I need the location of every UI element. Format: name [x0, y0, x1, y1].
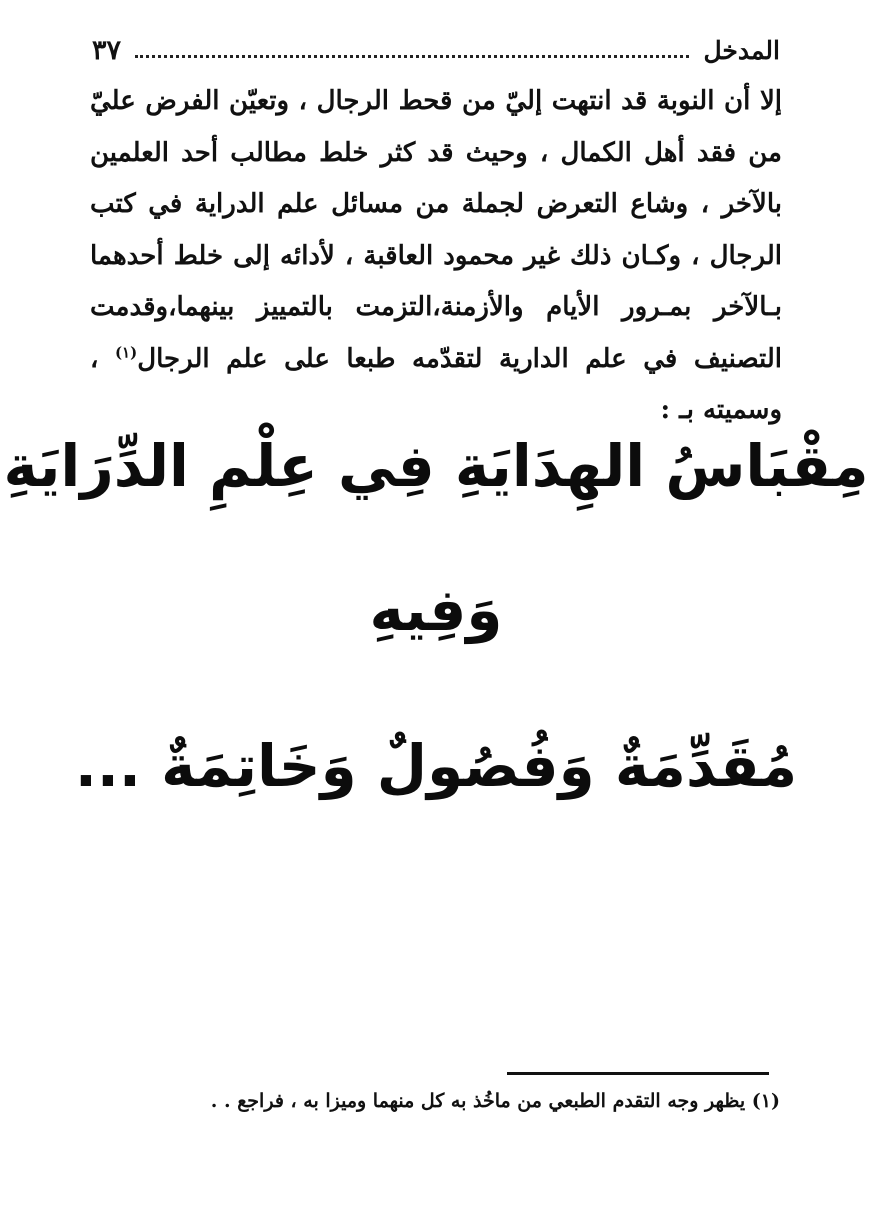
dotted-leader	[135, 55, 689, 58]
page-number: ٣٧	[92, 34, 122, 66]
book-title-calligraphy: مِقْبَاسُ الهِدَايَةِ فِي عِلْمِ الدِّرَايَةِ	[3, 432, 869, 500]
section-title: المدخل	[703, 35, 780, 65]
footnote-reference: (١)	[114, 342, 138, 361]
running-header	[92, 30, 780, 70]
paragraph-end: ، وسميته بـ :	[90, 343, 782, 425]
structure-calligraphy: مُقَدِّمَةٌ وَفُصُولٌ وَخَاتِمَةٌ ...	[74, 732, 798, 800]
main-paragraph	[90, 76, 782, 437]
footnote-separator	[507, 1072, 769, 1075]
paragraph-text: إلا أن النوبة قد انتهت إليّ من قحط الرجال ، وتعيّن الفرض عليّ من فقد أهل الكمال ، وحيث قد كثر خلط مطالب أحد العلمين بالآخر ، وشاع التعرض لجملة من مسائل علم الدراية في كتب الرجال ، وكـان ذلك غير محمود العاقبة ، لأدائه إلى خلط أحدهما بـالآخر بمـرور الأيام والأزمنة،التزمت بالتمييز بينهما،وقدمت التصنيف في علم الدارية لتقدّمه طبعا على علم الرجال	[90, 86, 782, 374]
subtitle-calligraphy: وَفِيهِ	[369, 576, 503, 644]
footnote: (١) يظهر وجه التقدم الطبعي من ماخُذ به كل منهما وميزا به ، فراجع . .	[210, 1090, 780, 1112]
